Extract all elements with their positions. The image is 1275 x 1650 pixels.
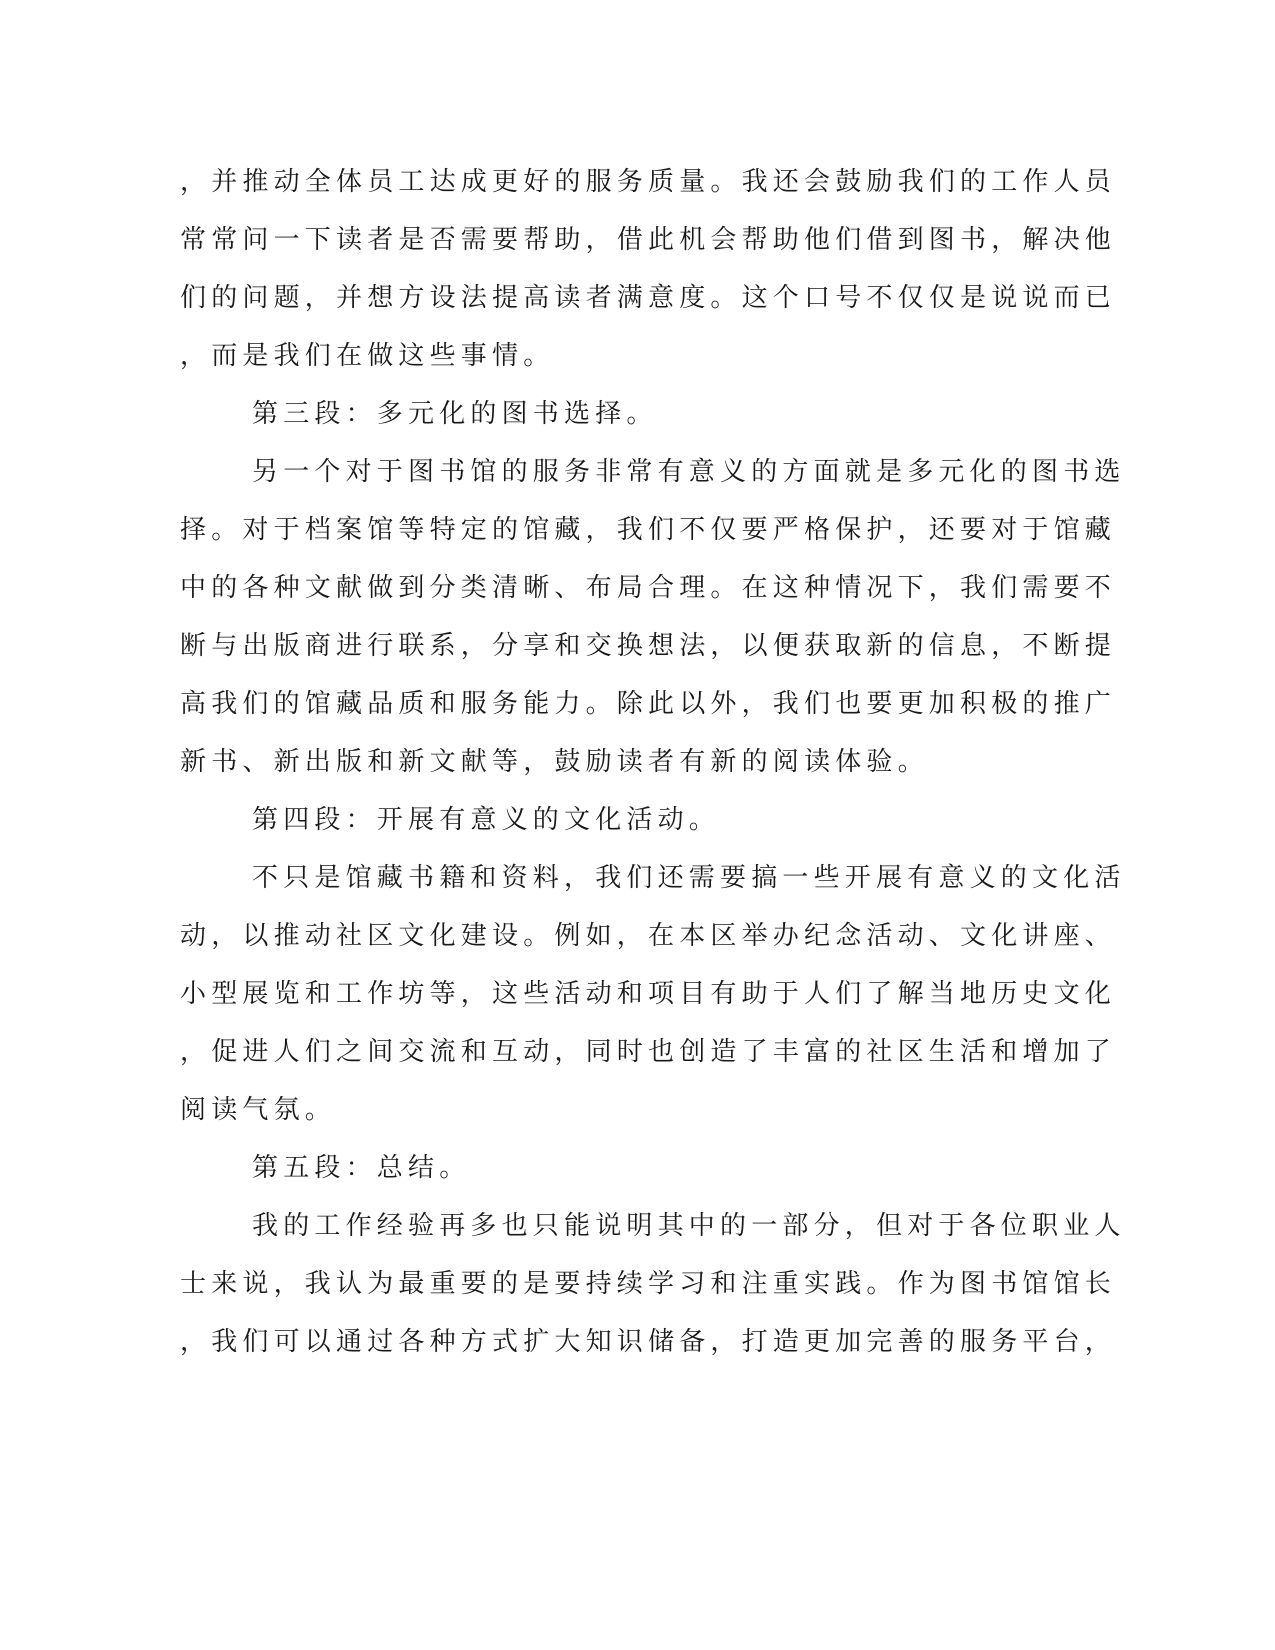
text-line: ，并推动全体员工达成更好的服务质量。我还会鼓励我们的工作人员	[180, 167, 1117, 197]
text-line: 动，以推动社区文化建设。例如，在本区举办纪念活动、文化讲座、	[180, 921, 1117, 951]
text-line: 断与出版商进行联系，分享和交换想法，以便获取新的信息，不断提	[180, 631, 1117, 661]
text-line: 不只是馆藏书籍和资料，我们还需要搞一些开展有意义的文化活	[252, 863, 1126, 893]
text-line: ，而是我们在做这些事情。	[180, 341, 555, 371]
text-line: 们的问题，并想方设法提高读者满意度。这个口号不仅仅是说说而已	[180, 283, 1117, 313]
text-line: 阅读气氛。	[180, 1095, 337, 1125]
text-line: 另一个对于图书馆的服务非常有意义的方面就是多元化的图书选	[252, 457, 1126, 487]
section-heading: 第五段：总结。	[252, 1153, 471, 1183]
text-line: 常常问一下读者是否需要帮助，借此机会帮助他们借到图书，解决他	[180, 225, 1117, 255]
text-line: 士来说，我认为最重要的是要持续学习和注重实践。作为图书馆馆长	[180, 1269, 1117, 1299]
text-line: 小型展览和工作坊等，这些活动和项目有助于人们了解当地历史文化	[180, 979, 1117, 1009]
text-line: ，我们可以通过各种方式扩大知识储备，打造更加完善的服务平台，	[180, 1327, 1117, 1357]
text-line: 新书、新出版和新文献等，鼓励读者有新的阅读体验。	[180, 747, 929, 777]
text-line: 我的工作经验再多也只能说明其中的一部分，但对于各位职业人	[252, 1211, 1126, 1241]
text-line: ，促进人们之间交流和互动，同时也创造了丰富的社区生活和增加了	[180, 1037, 1117, 1067]
text-line: 择。对于档案馆等特定的馆藏，我们不仅要严格保护，还要对于馆藏	[180, 515, 1117, 545]
text-line: 中的各种文献做到分类清晰、布局合理。在这种情况下，我们需要不	[180, 573, 1117, 603]
text-line: 高我们的馆藏品质和服务能力。除此以外，我们也要更加积极的推广	[180, 689, 1117, 719]
section-heading: 第三段：多元化的图书选择。	[252, 399, 658, 429]
section-heading: 第四段：开展有意义的文化活动。	[252, 805, 721, 835]
